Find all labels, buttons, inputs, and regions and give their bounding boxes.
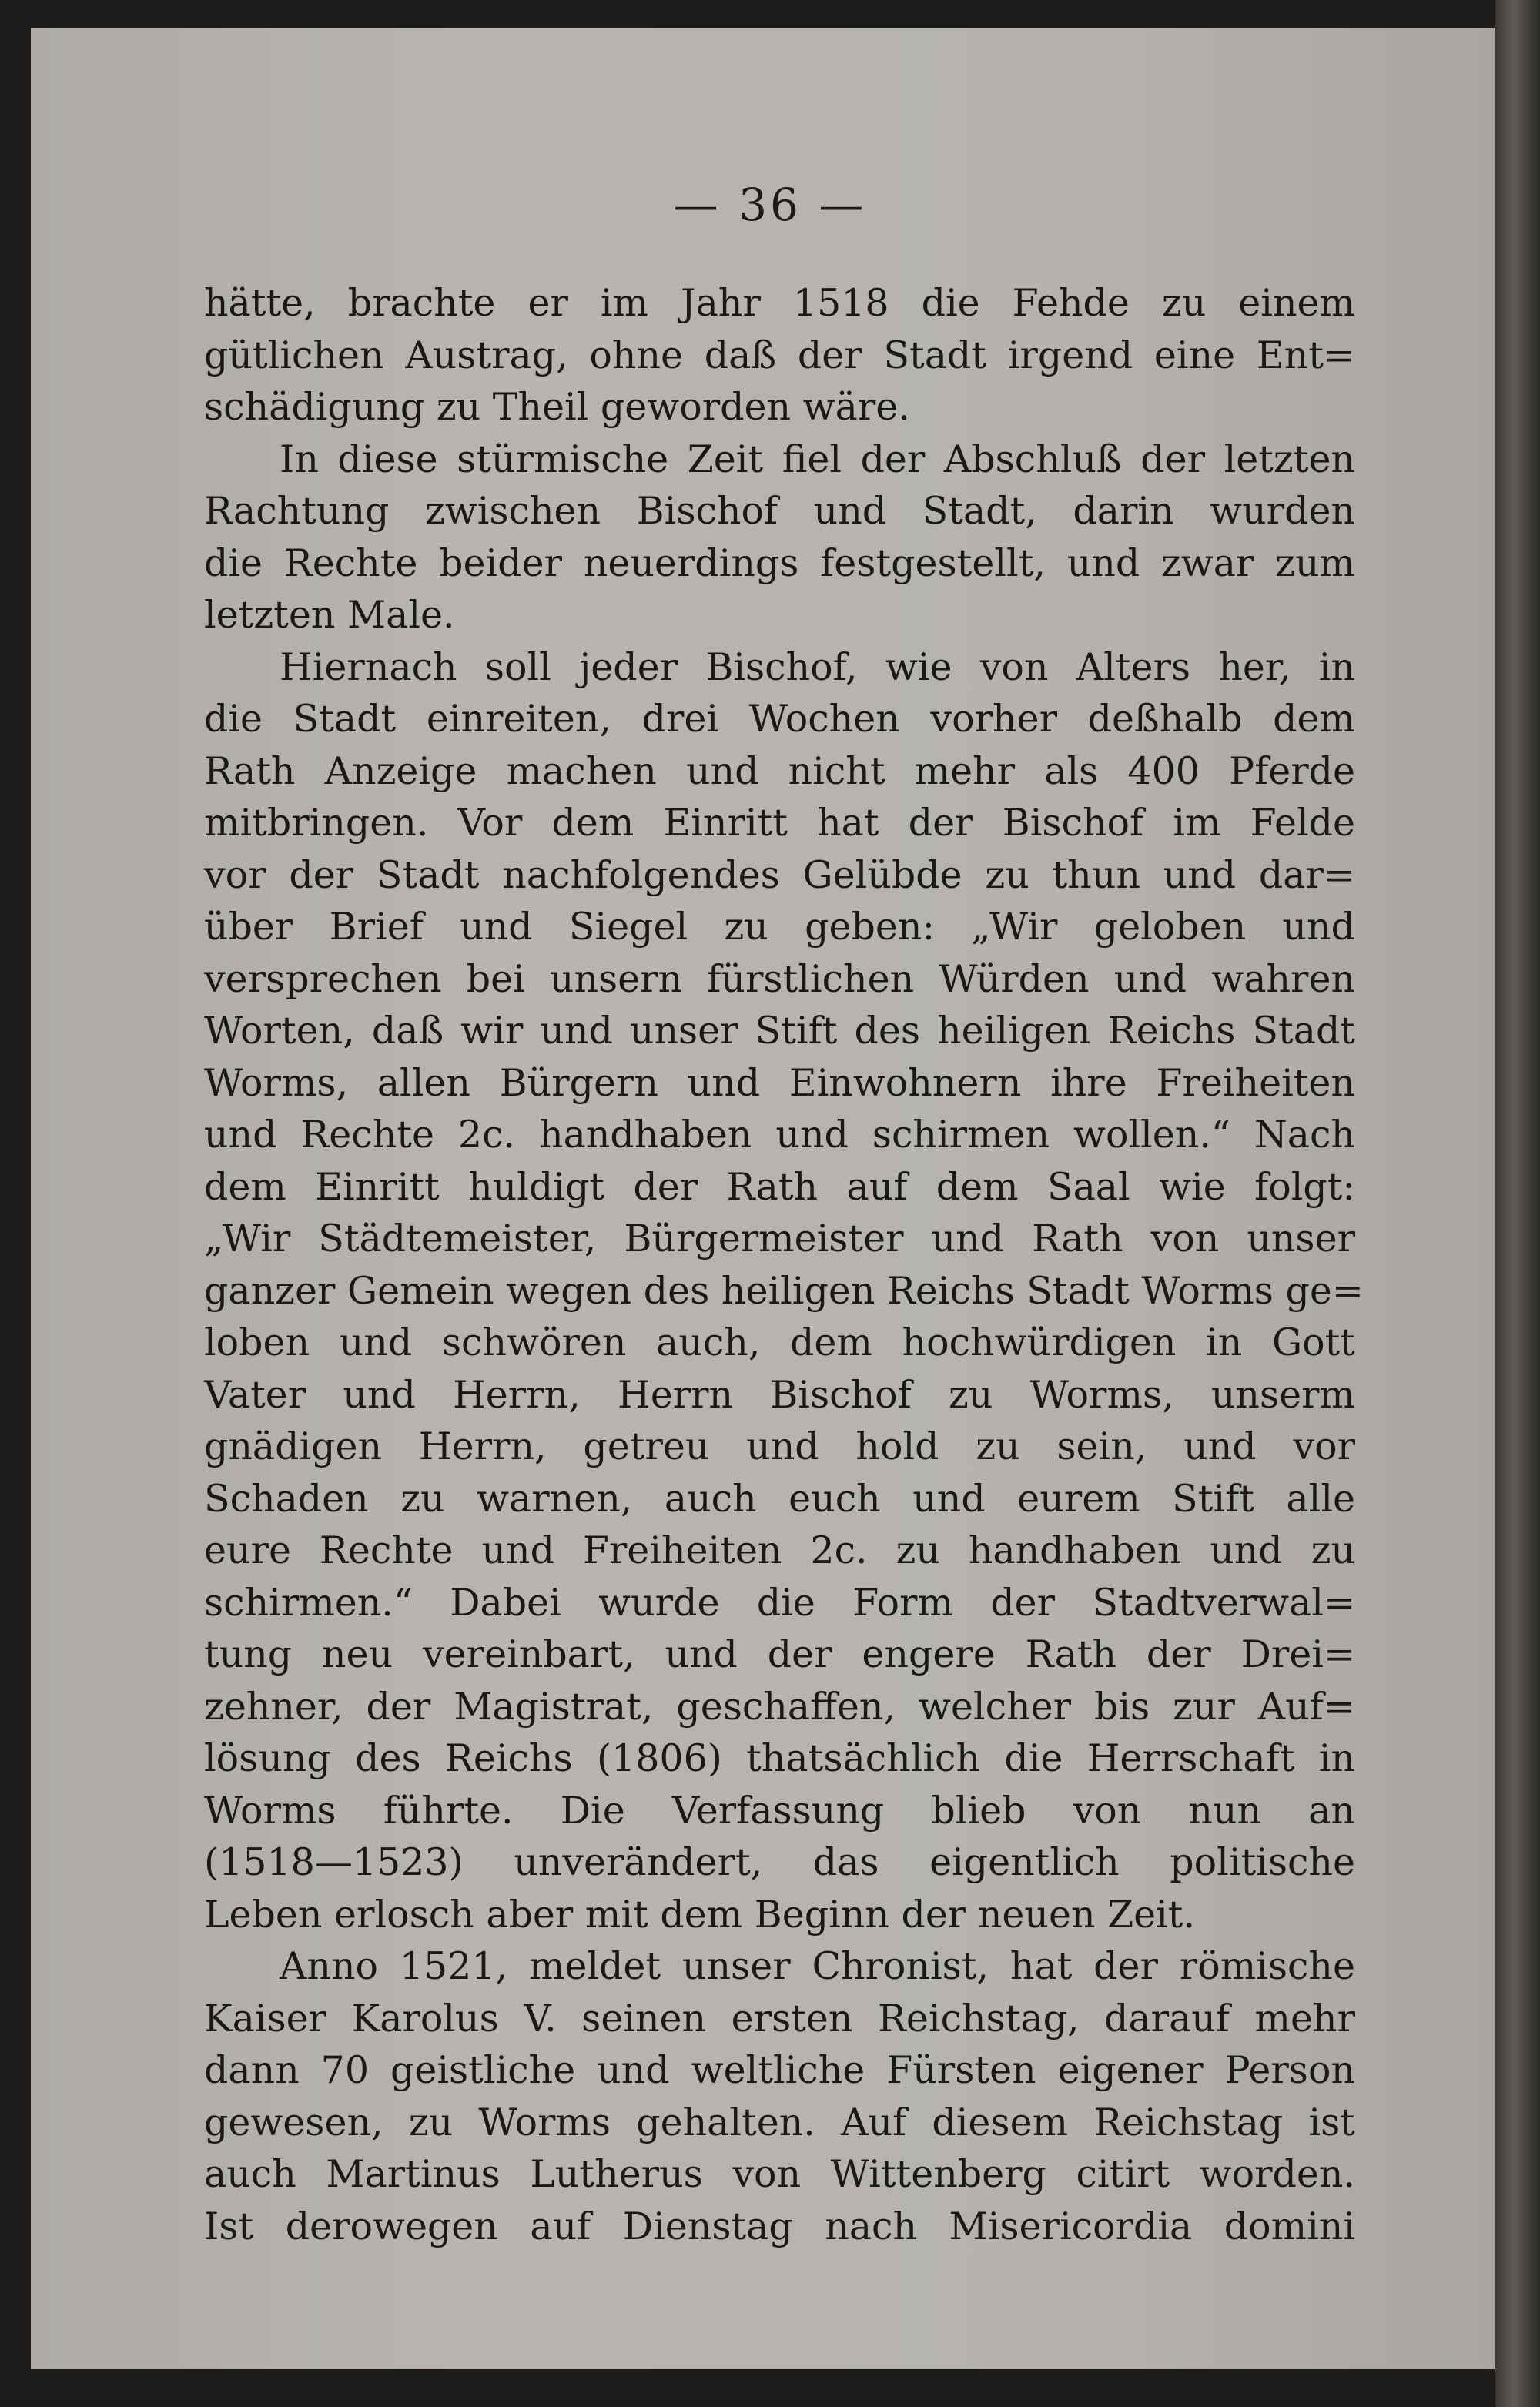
text-line: dem Einritt huldigt der Rath auf dem Saal wie folgt:: [204, 1164, 1355, 1209]
text-line: zehner, der Magistrat, geschaffen, welcher bis zur Auf=: [204, 1684, 1355, 1729]
text-line: ganzer Gemein wegen des heiligen Reichs Stadt Worms ge=: [204, 1268, 1364, 1313]
text-line: über Brief und Siegel zu geben: „Wir geloben und: [204, 905, 1355, 949]
text-line: gütlichen Austrag, ohne daß der Stadt irgend eine Ent=: [204, 333, 1355, 377]
text-line: tung neu vereinbart, und der engere Rath der Drei=: [204, 1632, 1355, 1676]
text-line: Rath Anzeige machen und nicht mehr als 400 Pferde: [204, 748, 1355, 793]
text-line: In diese stürmische Zeit fiel der Abschluß der letzten: [280, 437, 1355, 481]
text-line: Schaden zu warnen, auch euch und eurem Stift alle: [204, 1476, 1355, 1521]
text-line: gewesen, zu Worms gehalten. Auf diesem Reichstag ist: [204, 2100, 1355, 2144]
text-line: schirmen.“ Dabei wurde die Form der Stadtverwal=: [204, 1580, 1355, 1625]
text-line: Hiernach soll jeder Bischof, wie von Alters her, in: [280, 644, 1355, 689]
text-line: Anno 1521, meldet unser Chronist, hat der römische: [280, 1944, 1355, 1988]
text-line: Kaiser Karolus V. seinen ersten Reichstag, darauf mehr: [204, 1996, 1355, 2040]
text-line: versprechen bei unsern fürstlichen Würden und wahren: [204, 956, 1355, 1001]
text-line: Ist derowegen auf Dienstag nach Misericordia domini: [204, 2204, 1355, 2248]
text-line: eure Rechte und Freiheiten 2c. zu handhaben und zu: [204, 1528, 1355, 1572]
text-line: lösung des Reichs (1806) thatsächlich die Herrschaft in: [204, 1736, 1355, 1780]
text-line: gnädigen Herrn, getreu und hold zu sein, und vor: [204, 1424, 1355, 1468]
body-text: [204, 277, 1364, 2252]
text-line: Worten, daß wir und unser Stift des heiligen Reichs Stadt: [204, 1009, 1355, 1053]
text-line: Worms führte. Die Verfassung blieb von nun an: [204, 1788, 1355, 1833]
text-line: mitbringen. Vor dem Einritt hat der Bischof im Felde: [204, 801, 1355, 845]
text-line: schädigung zu Theil geworden wäre.: [204, 385, 910, 429]
page-number: — 36 —: [673, 179, 867, 231]
text-line: Rachtung zwischen Bischof und Stadt, darin wurden: [204, 489, 1355, 533]
text-line: die Rechte beider neuerdings festgestellt, und zwar zum: [204, 541, 1355, 585]
text-line: auch Martinus Lutherus von Wittenberg citirt worden.: [204, 2152, 1355, 2196]
book-spine-edge: [1495, 0, 1540, 2407]
text-line: (1518—1523) unverändert, das eigentlich politische: [204, 1840, 1355, 1884]
text-line: Leben erlosch aber mit dem Beginn der neuen Zeit.: [204, 1892, 1196, 1937]
text-line: die Stadt einreiten, drei Wochen vorher deßhalb dem: [204, 697, 1355, 741]
text-line: Worms, allen Bürgern und Einwohnern ihre Freiheiten: [204, 1060, 1355, 1105]
text-line: Vater und Herrn, Herrn Bischof zu Worms, unserm: [204, 1372, 1355, 1417]
text-line: vor der Stadt nachfolgendes Gelübde zu thun und dar=: [204, 852, 1355, 897]
text-line: „Wir Städtemeister, Bürgermeister und Rath von unser: [204, 1217, 1355, 1260]
text-line: und Rechte 2c. handhaben und schirmen wollen.“ Nach: [204, 1113, 1355, 1157]
text-line: loben und schwören auch, dem hochwürdigen in Gott: [204, 1321, 1355, 1364]
text-line: letzten Male.: [204, 593, 455, 637]
text-line: dann 70 geistliche und weltliche Fürsten eigener Person: [204, 2048, 1355, 2092]
text-line: hätte, brachte er im Jahr 1518 die Fehde zu einem: [204, 281, 1355, 325]
